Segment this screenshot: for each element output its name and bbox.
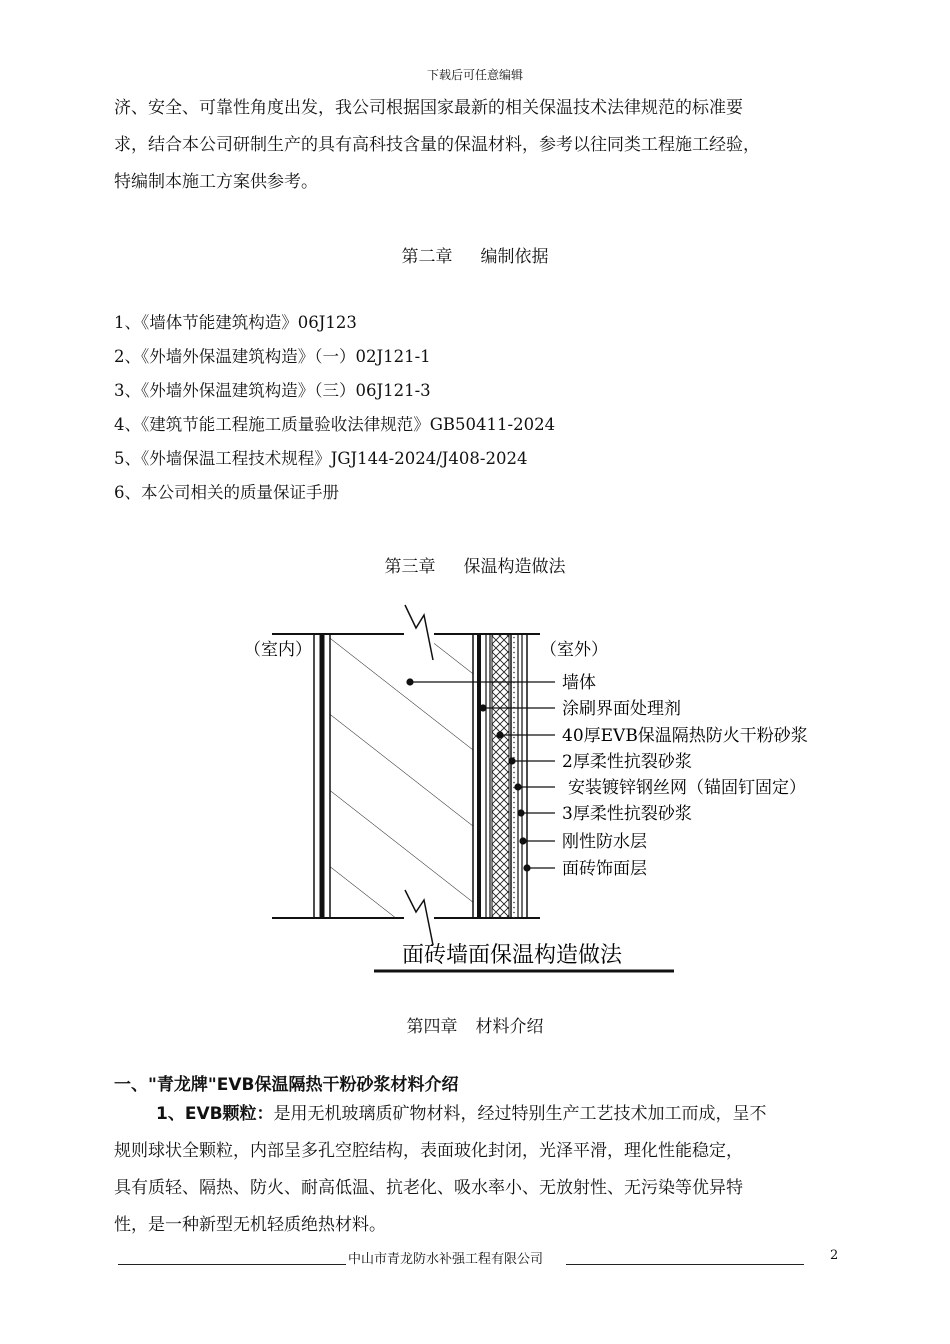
layer-label: 40厚EVB保温隔热防火干粉砂浆 xyxy=(562,726,808,746)
paragraph-text: 是用无机玻璃质矿物材料，经过特别生产工艺技术加工而成，呈不 xyxy=(273,1104,767,1124)
footer-rule-left xyxy=(118,1264,346,1265)
paragraph-line: 具有质轻、隔热、防火、耐高低温、抗老化、吸水率小、无放射性、无污染等优异特 xyxy=(114,1178,743,1198)
footer-company-name: 中山市青龙防水补强工程有限公司 xyxy=(348,1252,544,1267)
list-item: 4、《建筑节能工程施工质量验收法律规范》GB50411-2024 xyxy=(114,415,556,434)
chapter-number: 第二章 xyxy=(401,247,453,267)
list-item: 5、《外墙保温工程技术规程》JGJ144-2024/J408-2024 xyxy=(114,449,528,468)
chapter-2-heading xyxy=(0,242,950,267)
list-item: 6、本公司相关的质量保证手册 xyxy=(114,483,339,502)
layer-label: 3厚柔性抗裂砂浆 xyxy=(562,804,692,824)
wall-insulation-diagram xyxy=(0,600,950,985)
layer-label: 面砖饰面层 xyxy=(562,859,647,879)
intro-paragraph xyxy=(114,90,849,201)
section-heading: 一、"青龙牌"EVB保温隔热干粉砂浆材料介绍 xyxy=(114,1075,459,1095)
evb-paragraph xyxy=(114,1096,850,1244)
chapter-title: 材料介绍 xyxy=(475,1017,544,1037)
layer-label: 涂刷界面处理剂 xyxy=(562,699,681,719)
wall-hatch xyxy=(330,634,473,918)
list-item: 1、《墙体节能建筑构造》06J123 xyxy=(114,313,357,332)
chapter-3-heading xyxy=(0,552,950,577)
term-label: 1、EVB颗粒： xyxy=(156,1104,274,1124)
paragraph-line: 性，是一种新型无机轻质绝热材料。 xyxy=(114,1215,386,1235)
insulation-layer xyxy=(492,634,509,918)
list-item: 2、《外墙外保温建筑构造》（一）02J121-1 xyxy=(114,347,431,366)
intro-line: 济、安全、可靠性角度出发，我公司根据国家最新的相关保温技术法律规范的标准要 xyxy=(114,98,743,118)
layer-label: 墙体 xyxy=(562,673,596,693)
chapter-title: 保温构造做法 xyxy=(463,557,566,577)
diagram-caption: 面砖墙面保温构造做法 xyxy=(402,943,623,968)
page-number: 2 xyxy=(830,1248,839,1263)
indoor-label: （室内） xyxy=(244,640,312,660)
mesh-layer xyxy=(512,634,517,918)
layer-label: 安装镀锌钢丝网（锚固钉固定） xyxy=(568,778,806,798)
chapter-title: 编制依据 xyxy=(480,247,549,267)
chapter-number: 第三章 xyxy=(384,557,436,577)
outdoor-label: （室外） xyxy=(540,640,608,660)
paragraph-line xyxy=(114,1096,850,1133)
page-header-note: 下载后可任意编辑 xyxy=(426,68,523,82)
chapter-4-heading xyxy=(0,1012,950,1037)
intro-line: 求，结合本公司研制生产的具有高科技含量的保温材料，参考以往同类工程施工经验， xyxy=(114,135,760,155)
break-symbol-bottom xyxy=(404,890,434,945)
layer-label: 刚性防水层 xyxy=(562,832,647,852)
reference-list xyxy=(114,306,555,510)
intro-line: 特编制本施工方案供参考。 xyxy=(114,172,318,192)
list-item: 3、《外墙外保温建筑构造》（三）06J121-3 xyxy=(114,381,431,400)
chapter-number: 第四章 xyxy=(406,1017,458,1037)
footer-rule-right xyxy=(566,1264,804,1265)
paragraph-line: 规则球状全颗粒，内部呈多孔空腔结构，表面玻化封闭，光泽平滑，理化性能稳定， xyxy=(114,1141,743,1161)
layer-label: 2厚柔性抗裂砂浆 xyxy=(562,752,692,772)
